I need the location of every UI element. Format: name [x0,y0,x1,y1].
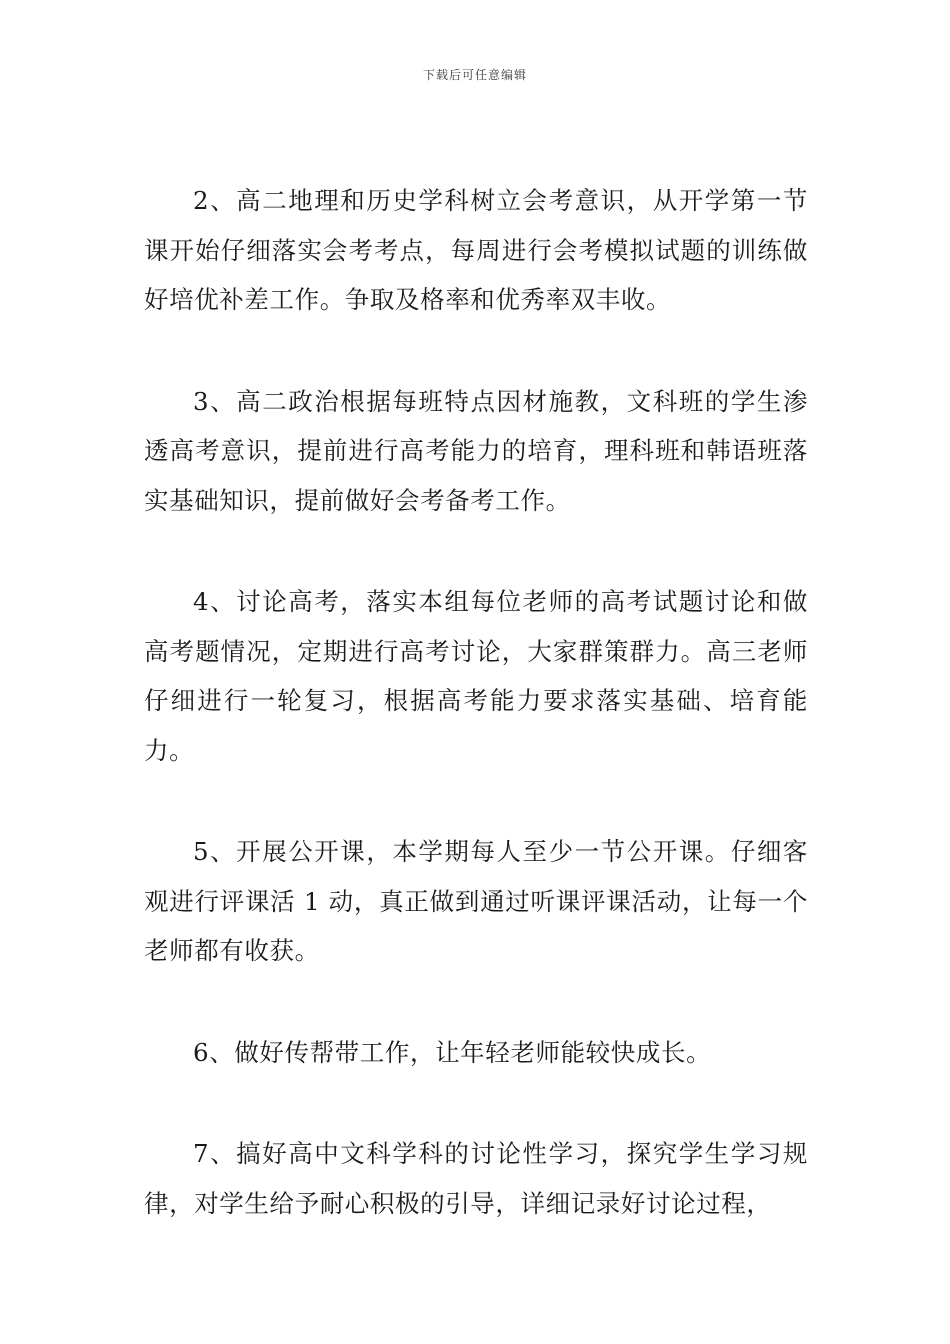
paragraph-item-6: 6、做好传帮带工作，让年轻老师能较快成长。 [193,1037,712,1067]
paragraph-spacer [144,775,808,827]
paragraph-item-2: 2、高二地理和历史学科树立会考意识，从开学第一节课开始仔细落实会考考点，每周进行会考模拟试题的训练做好培优补差工作。争取及格率和优秀率双丰收。 [144,186,808,314]
paragraph-spacer [144,976,808,1028]
paragraph-item-3: 3、高二政治根据每班特点因材施教，文科班的学生渗透高考意识，提前进行高考能力的培育，理科班和韩语班落实基础知识，提前做好会考备考工作。 [144,386,808,515]
page-header: 下载后可任意编辑 [422,68,527,82]
paragraph-spacer [144,1077,808,1129]
paragraph-spacer [144,525,808,577]
paragraph-item-7: 7、搞好高中文科学科的讨论性学习，探究学生学习规律，对学生给予耐心积极的引导，详细记录好讨论过程， [144,1139,808,1218]
paragraph-item-5: 5、开展公开课，本学期每人至少一节公开课。仔细客观进行评课活 1 动，真正做到通过听课评课活动，让每一个老师都有收获。 [144,837,808,965]
paragraph-item-4: 4、讨论高考，落实本组每位老师的高考试题讨论和做高考题情况，定期进行高考讨论，大家群策群力。高三老师仔细进行一轮复习，根据高考能力要求落实基础、培育能力。 [144,587,808,765]
document-body [144,176,808,1228]
paragraph-spacer [144,325,808,377]
